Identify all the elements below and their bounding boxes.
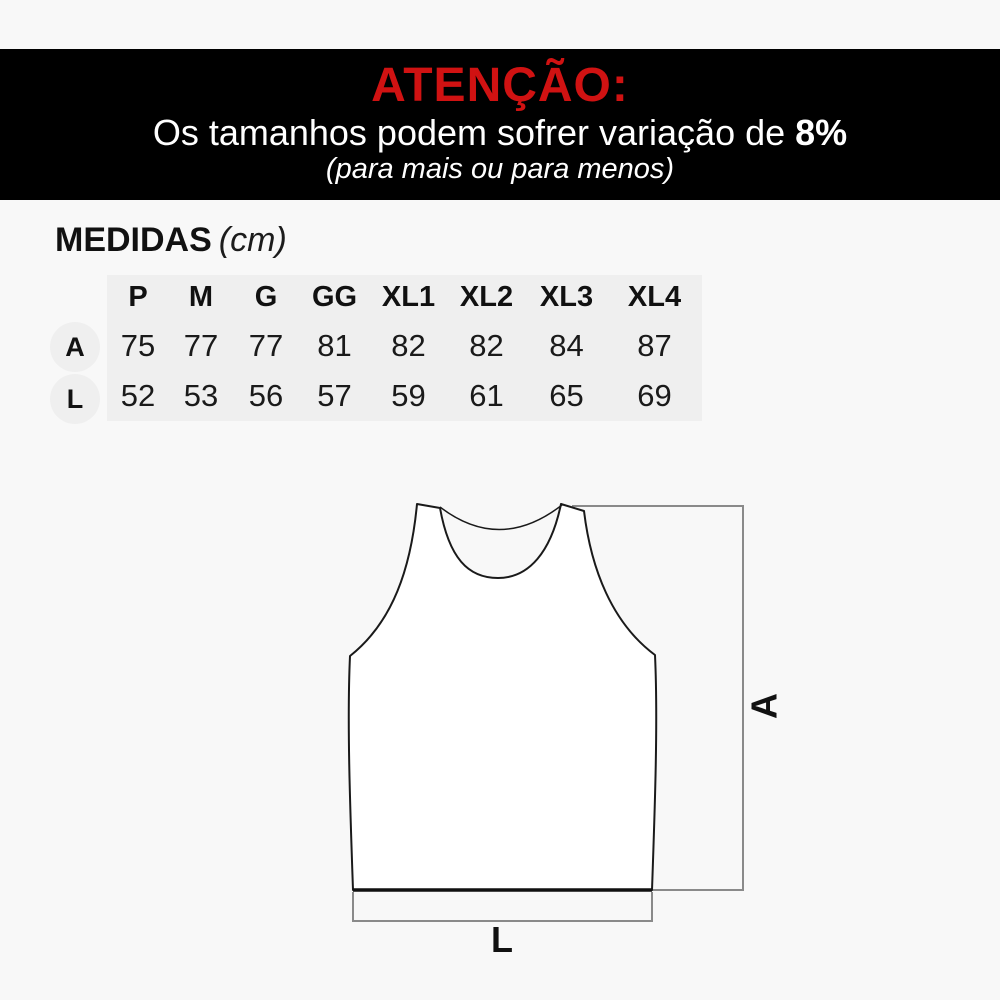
height-value: 75 <box>120 327 156 363</box>
back-neckline <box>440 505 562 530</box>
width-measure-label: L <box>491 919 513 960</box>
attention-title: ATENÇÃO: <box>371 59 629 112</box>
tank-top-diagram <box>300 480 800 980</box>
width-measure-line <box>353 892 652 921</box>
attention-subtitle <box>153 112 847 153</box>
size-table <box>107 275 702 421</box>
height-value: 84 <box>549 327 584 363</box>
height-value: 82 <box>391 327 426 363</box>
width-value: 56 <box>248 378 284 413</box>
width-value: 69 <box>637 378 672 413</box>
measurements-heading <box>55 222 287 258</box>
width-value: 52 <box>120 378 156 413</box>
size-column-header: XL2 <box>459 281 514 313</box>
size-column-header: GG <box>311 281 358 313</box>
height-value: 81 <box>317 327 352 363</box>
attention-subtitle-percentage: 8% <box>795 112 848 153</box>
height-value: 82 <box>469 327 504 363</box>
attention-note: (para mais ou para menos) <box>325 153 675 185</box>
width-value: 53 <box>183 378 219 413</box>
width-value: 59 <box>391 378 426 413</box>
height-measure-label: A <box>743 693 785 719</box>
attention-subtitle-text: Os tamanhos podem sofrer variação de <box>152 112 796 153</box>
width-value: 61 <box>469 378 504 413</box>
size-column-header: XL3 <box>539 281 594 313</box>
size-column-header: XL4 <box>627 281 682 313</box>
width-value: 65 <box>549 378 584 413</box>
width-value: 57 <box>317 378 352 413</box>
height-value: 77 <box>248 327 284 363</box>
height-value: 87 <box>637 327 672 363</box>
height-value: 77 <box>183 327 219 363</box>
row-badge-width: L <box>50 374 100 424</box>
tank-top-outline <box>349 504 656 890</box>
row-badge-height: A <box>50 322 100 372</box>
measurements-title: MEDIDAS <box>55 221 212 259</box>
size-column-header: P <box>128 281 148 313</box>
measurements-unit: (cm) <box>218 221 287 259</box>
attention-banner <box>0 49 1000 200</box>
size-column-header: G <box>254 281 278 313</box>
size-column-header: XL1 <box>381 281 436 313</box>
size-column-header: M <box>188 281 214 313</box>
